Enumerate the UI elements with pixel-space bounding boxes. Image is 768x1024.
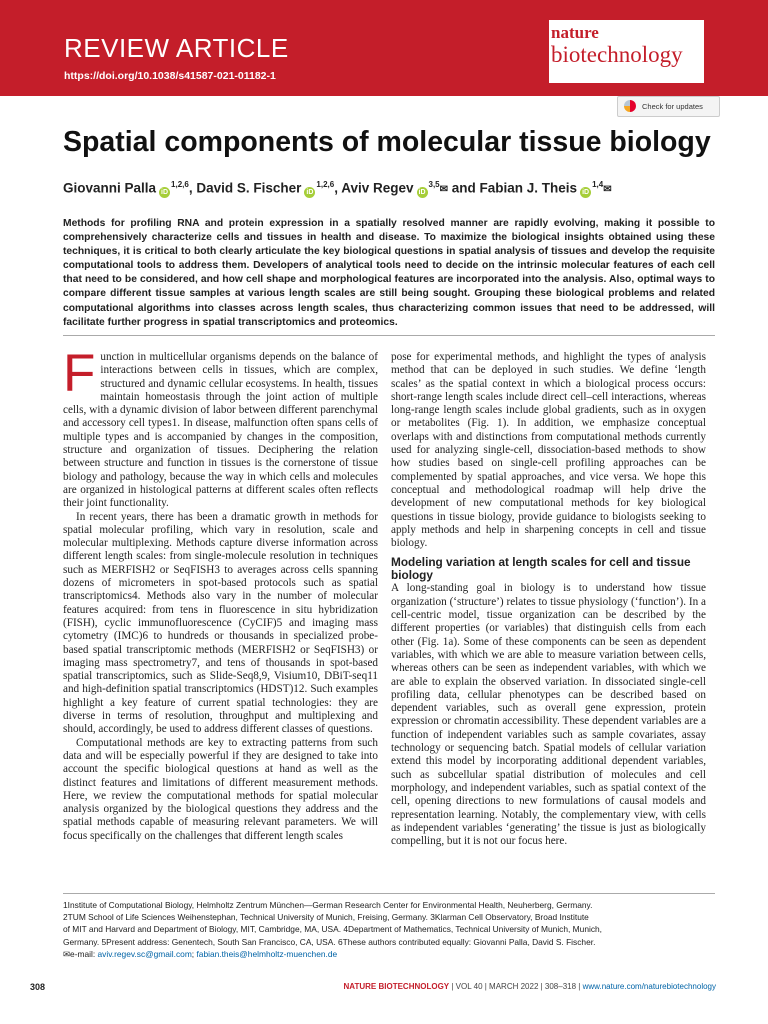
author-affiliation: 1,2,6 bbox=[171, 180, 189, 189]
email-link-regev[interactable]: aviv.regev.sc@gmail.com bbox=[97, 948, 192, 959]
email-link-theis[interactable]: fabian.theis@helmholtz-muenchen.de bbox=[196, 948, 338, 959]
email-icon[interactable]: ✉ bbox=[439, 183, 449, 195]
check-updates-label: Check for updates bbox=[642, 102, 703, 111]
footer-url-link[interactable]: www.nature.com/naturebiotechnology bbox=[582, 982, 716, 991]
article-type: REVIEW ARTICLE bbox=[64, 33, 289, 63]
abstract: Methods for profiling RNA and protein expression in a spatially resolved manner are rapidly evolving, making it possible to comprehensively characterize cells and tissues in health and disease. To maximize the biological insights obtained using these techniques, it is critical to both clearly articulate the key biological questions in spatial analysis of tissues and develop the requisite computational tools to address them. Developers of analytical tools need to decide on the intrinsic molecular features of each cell that need to be considered, and how cell shape and morphological features are incorporated into the analysis. Also, optimal ways to compare different tissue samples at various length scales are still being sought. Grouping these biological problems and related computational algorithms into classes across length scales, thus characterizing common issues that need to be addressed, will facilitate further progress in spatial transcriptomics and proteomics. bbox=[63, 218, 715, 328]
orcid-icon[interactable]: iD bbox=[582, 188, 590, 196]
affiliation-line: 1Institute of Computational Biology, Helmholtz Zentrum München—German Research Center for Environmental Health, Neuherberg, Germany. bbox=[63, 900, 593, 910]
article-banner bbox=[0, 0, 768, 96]
email-line bbox=[63, 948, 715, 960]
author-affiliation: 1,4 bbox=[592, 180, 604, 189]
author-list bbox=[63, 180, 612, 198]
affiliation-line: 2TUM School of Life Sciences Weihenstephan, Technical University of Munich, Freising, Germany. 3Klarman Cell Observatory, Broad Institute bbox=[63, 912, 589, 923]
envelope-icon: ✉ bbox=[63, 948, 71, 959]
author-separator: , bbox=[334, 180, 342, 196]
author-name[interactable]: David S. Fischer bbox=[196, 180, 302, 196]
body-paragraph bbox=[63, 344, 378, 511]
doi-link[interactable]: https://doi.org/10.1038/s41587-021-01182-1 bbox=[64, 70, 276, 82]
email-label: e-mail: bbox=[70, 948, 98, 959]
author-separator: and bbox=[448, 180, 480, 196]
journal-logo-line2: biotechnology bbox=[551, 42, 683, 67]
abstract-divider bbox=[63, 335, 715, 336]
running-footer bbox=[344, 982, 716, 991]
drop-cap: F bbox=[63, 344, 96, 403]
body-paragraph: pose for experimental methods, and highlight the types of analysis method that can be deployed in such studies. We define ‘length scales’ as the spatial context in which a biological process occurs: short-range length scales include direct cell–cell interactions, whereas long-range length scales include global gradients, such as in oxygen or metabolites (Fig. 1). In addition, we emphasize conceptual overlaps with and distinctions from computational methods currently used for analyzing single-cell, dissociation-based methods to show how studies based on single-cell profiling approaches can be complemented by spatial approaches, and vice versa. We hope this conceptual and methodological roadmap will help drive the development of new computational methods for key biological questions in tissue biology, provide guidance to biologists seeking to apply methods and help in sharpening concepts in cell and tissue biology. bbox=[391, 351, 706, 550]
affiliation-line: of MIT and Harvard and Department of Biology, MIT, Cambridge, MA, USA. 4Department of Mathematics, Technical University of Munich, Munich, bbox=[63, 924, 603, 935]
author-separator: , bbox=[188, 180, 197, 196]
footer-issue: | VOL 40 | MARCH 2022 | 308–318 | bbox=[449, 982, 583, 991]
orcid-icon[interactable]: iD bbox=[418, 188, 426, 196]
body-column-left bbox=[63, 344, 378, 843]
author-affiliation: 1,2,6 bbox=[316, 180, 335, 189]
author-name[interactable]: Fabian J. Theis bbox=[479, 180, 578, 196]
body-paragraph: Computational methods are key to extracting patterns from such data and will be especially powerful if they are designed to take into account the specific biological questions at hand as well as the distinct features and limitations of different measurement methods. Here, we review the computational methods for spatial molecular analysis organized by the biological questions they address and the spatial methods capable of measuring relevant parameters. We will focus specifically on the challenges that different length scales bbox=[63, 736, 378, 842]
orcid-icon[interactable]: iD bbox=[306, 188, 314, 196]
article-title: Spatial components of molecular tissue biology bbox=[63, 126, 711, 158]
email-separator: ; bbox=[191, 948, 197, 959]
paragraph-text: unction in multicellular organisms depends on the balance of interactions between cells in tissues, which are complex, structured and dynamic cellular ecosystems. In health, tissues maintain homeostasis through the joint action of multiple cells, with a dynamic division of labor between different parenchymal and accessory cell types1. In disease, malfunction often spans cells of multiple types and is accompanied by changes in the composition, structure and organization of tissues. Deciphering the relation between structure and function in tissues is the cornerstone of tissue biology and pathology, because the way in which cells and molecules are organized in histological patterns at different scales often reflects their joint functionality. bbox=[63, 351, 378, 510]
journal-logo-line1: nature bbox=[551, 23, 599, 42]
footer-journal: NATURE BIOTECHNOLOGY bbox=[343, 982, 450, 991]
affiliation-line: Germany. 5Present address: Genentech, South San Francisco, CA, USA. 6These authors contributed equally: Giovanni Palla, David S. Fischer. bbox=[63, 936, 596, 947]
page-number: 308 bbox=[30, 982, 46, 992]
body-paragraph: In recent years, there has been a dramatic growth in methods for spatial molecular profiling, which vary in resolution, scale and molecular multiplexing. Methods capture diverse information across different length scales: from single-molecule resolution in techniques such as MERFISH2 or SeqFISH3 to averages across cells spanning dozens of micrometers in spot-based protocols such as spatial transcriptomics4. Methods also vary in the number of molecular features acquired: from tens in fluorescence in situ hybridization (FISH), cyclic immunofluorescence (CyCIF)5 and imaging mass cytometry (IMC)6 to hundreds or thousands in specialized probe-based spatial transcriptomic methods (MERFISH2 or SeqFISH3) or imaging mass spectrometry7, and tens of thousands in spot-based spatial transcriptomics, such as Slide-Seq8,9, Visium10, DBiT-seq11 and high-definition spatial transcriptomics (HDST)12. Such examples highlight a key feature of current spatial technologies: they are diverse in terms of resolution, throughput and multiplexing and should, accordingly, be used to address different classes of questions. bbox=[63, 510, 378, 736]
body-paragraph: A long-standing goal in biology is to understand how tissue organization (‘structure’) relates to tissue physiology (‘function’). In a cell-centric model, tissue organization can be described by the different properties (or variables) that distinguish cells from each other (Fig. 1a). Some of these components can be seen as dependent variables, with which we are able to measure variation between cells, whereas others can be seen as independent variables, with which we are able to explain the observed variation. In dissociated single-cell profiling data, cellular phenotypes can be described based on dependent variables, such as overall gene expression, protein expression or chromatin accessibility. These dependent variables are a function of independent variables such as sample covariates, assay technology or sequencing batch. Spatial models of cellular variation extend this model by incorporating additional dependent variables, such as subcellular spatial distribution of molecules and cell morphology, and independent variables, such as spatial context of the cell, opening directions to new formulations of causal models and representation learning. Notably, the complementary view, with cells as independent variables ‘generating’ the tissue is just as biologically compelling, but it is not our focus here. bbox=[391, 582, 706, 848]
affiliations-footnote bbox=[63, 893, 715, 960]
orcid-icon[interactable]: iD bbox=[161, 188, 169, 196]
crossmark-icon bbox=[624, 100, 636, 112]
body-column-right bbox=[391, 351, 706, 848]
journal-logo[interactable] bbox=[549, 20, 704, 83]
author-name[interactable]: Aviv Regev bbox=[341, 180, 414, 196]
author-affiliation: 3,5 bbox=[428, 180, 440, 189]
email-icon[interactable]: ✉ bbox=[603, 183, 612, 195]
check-updates-button[interactable] bbox=[617, 96, 720, 117]
author-name[interactable]: Giovanni Palla bbox=[63, 180, 157, 196]
section-heading: Modeling variation at length scales for cell and tissue biology bbox=[391, 555, 691, 583]
